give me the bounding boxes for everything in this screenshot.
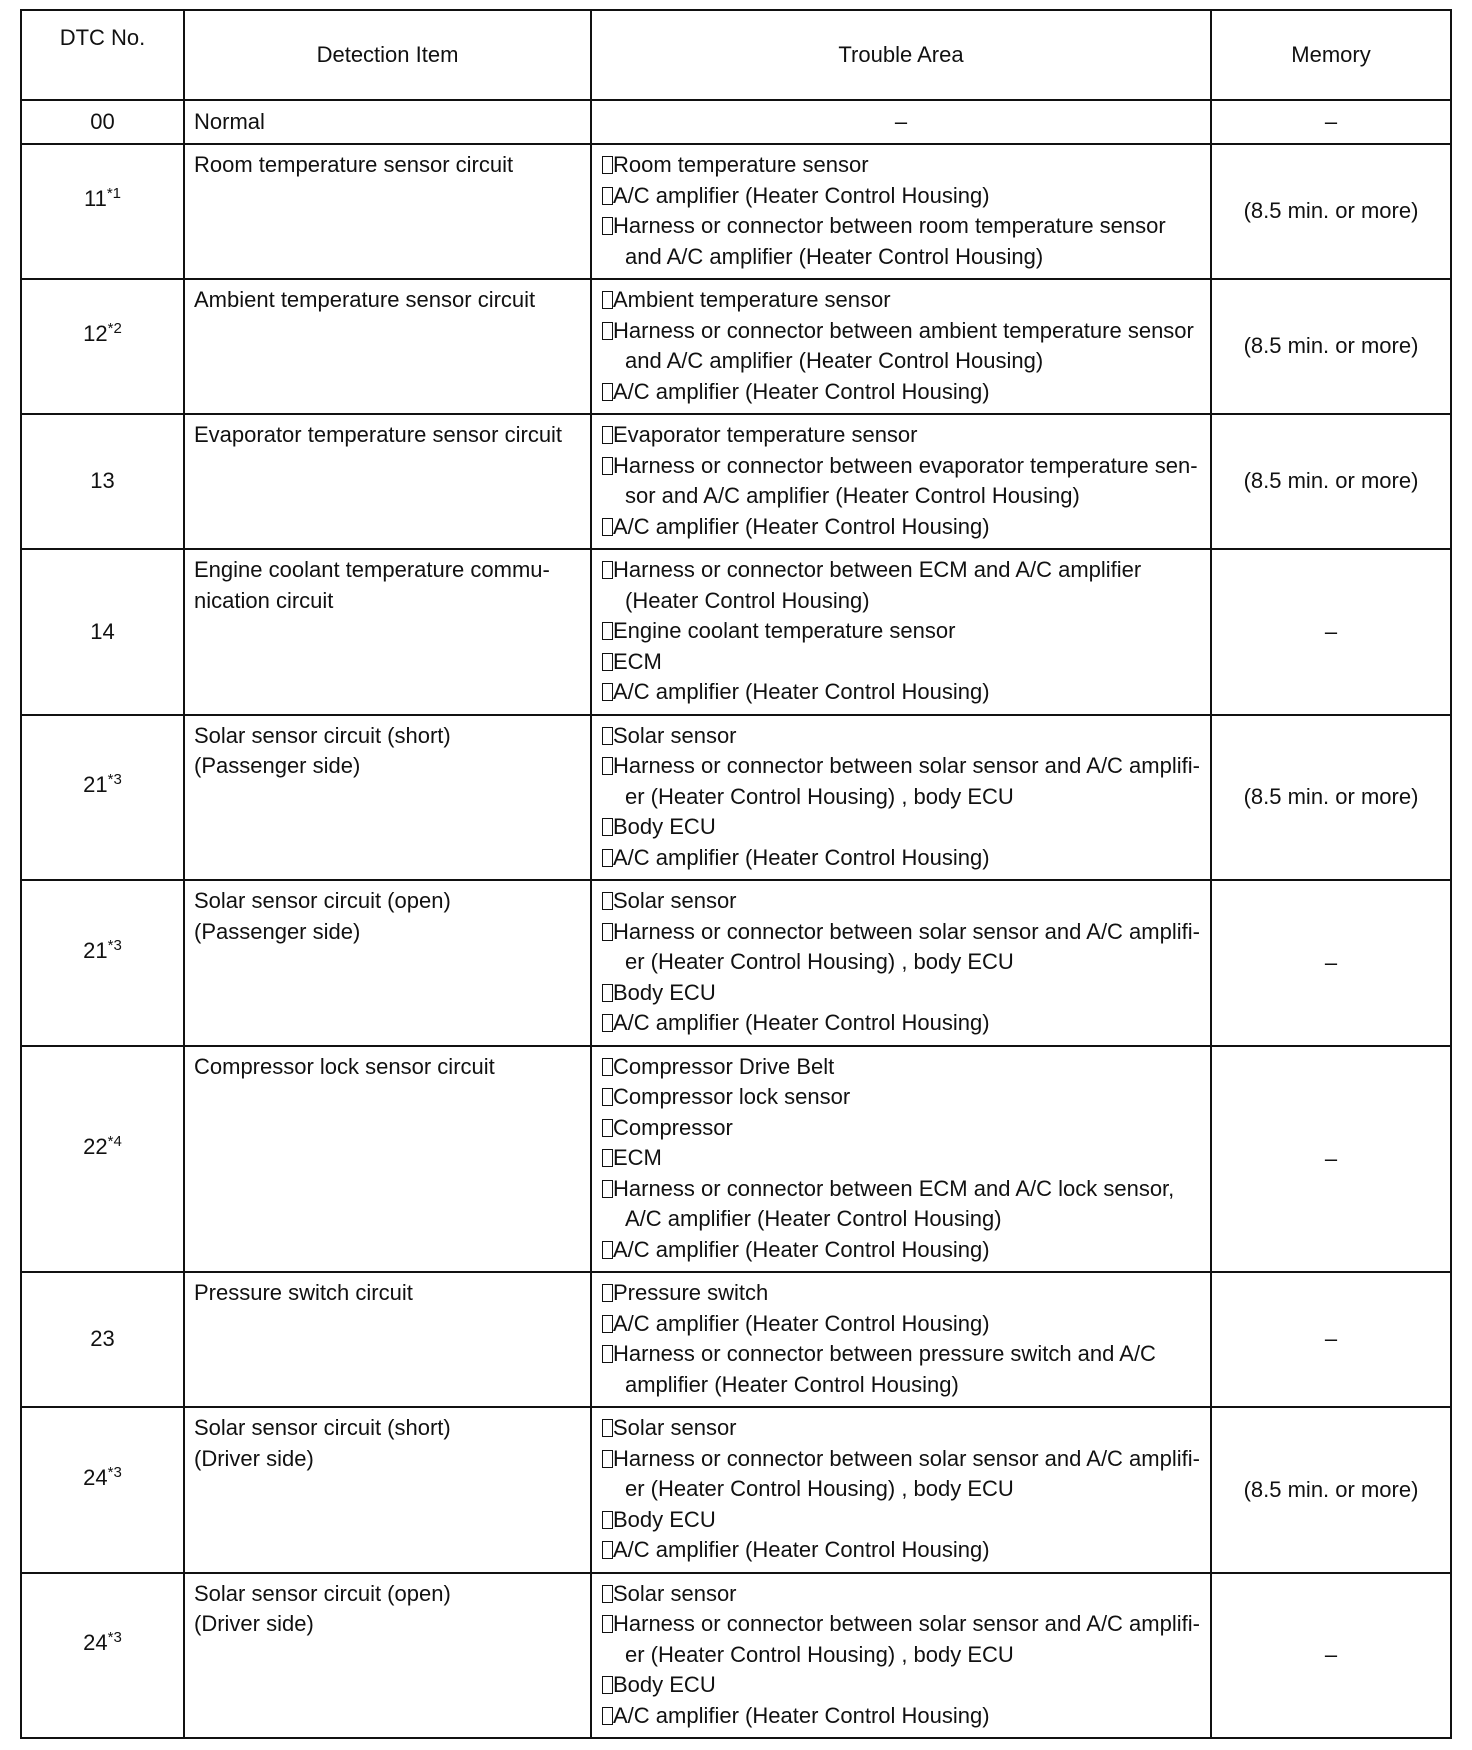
header-detection-item: Detection Item [184, 10, 591, 100]
table-row [21, 549, 1451, 715]
dtc-number-cell [21, 1046, 184, 1273]
trouble-area-item [602, 1413, 1200, 1444]
dtc-number-cell [21, 1407, 184, 1573]
detection-item-text: Normal [194, 109, 265, 135]
trouble-area-cell [591, 279, 1211, 414]
checkbox-square-icon [602, 1284, 613, 1302]
dtc-number [84, 184, 121, 215]
detection-item-text: Solar sensor circuit (short) [194, 722, 451, 748]
trouble-area-text: A/C amplifier (Heater Control Housing) [613, 1702, 990, 1728]
trouble-area-text: Body ECU [613, 814, 716, 839]
memory-cell [1211, 549, 1451, 715]
memory-value: (8.5 min. or more) [1243, 468, 1419, 494]
checkbox-square-icon [602, 683, 613, 701]
detection-item-text: Solar sensor circuit (open) [194, 1580, 451, 1606]
trouble-area-text: Body ECU [613, 979, 716, 1005]
trouble-area-item [602, 1535, 1200, 1566]
trouble-area-cell [591, 100, 1211, 144]
trouble-area-text: Room temperature sensor [613, 152, 869, 177]
trouble-area-text: Solar sensor [613, 888, 737, 913]
header-memory: Memory [1211, 10, 1451, 100]
checkbox-square-icon [602, 622, 613, 640]
trouble-area-text: sor and A/C amplifier (Heater Control Housing) [625, 483, 1080, 508]
trouble-area-text: Harness or connector between solar sensor and A/C amplifi- [613, 1445, 1200, 1471]
dtc-number-cell [21, 715, 184, 881]
detection-item-text: Pressure switch circuit [194, 1280, 413, 1305]
trouble-area-text: Harness or connector between pressure switch and A/C [613, 1341, 1156, 1366]
trouble-area-text: ECM [613, 1145, 662, 1170]
checkbox-square-icon [602, 1119, 613, 1137]
trouble-area-text: er (Heater Control Housing) , body ECU [625, 949, 1014, 974]
detection-item-cell [184, 1046, 591, 1273]
table-row [21, 414, 1451, 549]
trouble-area-item [602, 1701, 1200, 1732]
dtc-number [90, 466, 114, 497]
trouble-area-item [602, 843, 1200, 874]
trouble-area-item [602, 1444, 1200, 1505]
dtc-number-cell [21, 100, 184, 144]
dtc-code: 21 [83, 772, 108, 797]
dtc-number [83, 1463, 122, 1494]
trouble-area-item [602, 677, 1200, 708]
checkbox-square-icon [602, 1315, 613, 1333]
trouble-area-text: Body ECU [613, 1672, 716, 1697]
dtc-code: 21 [83, 937, 108, 963]
dtc-code: 13 [90, 468, 115, 494]
checkbox-square-icon [602, 1707, 613, 1725]
trouble-area-item [602, 616, 1200, 647]
trouble-area-text: Harness or connector between ECM and A/C amplifier [613, 557, 1142, 582]
dtc-footnote-mark: *3 [107, 1463, 122, 1481]
trouble-area-text: Body ECU [613, 1506, 716, 1532]
checkbox-square-icon [602, 1345, 613, 1363]
checkbox-square-icon [602, 1419, 613, 1437]
trouble-area-cell [591, 549, 1211, 715]
trouble-area-item [602, 1609, 1200, 1670]
checkbox-square-icon [602, 1241, 613, 1259]
dtc-code: 12 [83, 321, 108, 347]
checkbox-square-icon [602, 849, 613, 867]
trouble-area-item [602, 1174, 1200, 1235]
trouble-area-item [602, 721, 1200, 752]
detection-item-text: Evaporator temperature sensor circuit [194, 422, 563, 447]
checkbox-square-icon [602, 984, 613, 1002]
trouble-area-text: Ambient temperature sensor [613, 287, 891, 312]
memory-cell [1211, 144, 1451, 279]
trouble-area-item [602, 1143, 1200, 1174]
table-row [21, 279, 1451, 414]
trouble-area-item [602, 1052, 1200, 1083]
detection-item-cell [184, 414, 591, 549]
dtc-number [90, 617, 114, 648]
dtc-footnote-mark: *4 [107, 1132, 122, 1150]
dtc-number-cell [21, 549, 184, 715]
checkbox-square-icon [602, 653, 613, 671]
detection-item-cell [184, 549, 591, 715]
checkbox-square-icon [602, 1450, 613, 1468]
checkbox-square-icon [602, 518, 613, 536]
trouble-area-item [602, 647, 1200, 678]
dtc-code: 22 [83, 1133, 108, 1159]
checkbox-square-icon [602, 561, 613, 579]
memory-value: – [1324, 1326, 1338, 1352]
dtc-footnote-mark: *3 [107, 1628, 122, 1646]
detection-item-cell [184, 1407, 591, 1573]
trouble-area-text: Compressor Drive Belt [613, 1053, 835, 1079]
trouble-area-cell [591, 1573, 1211, 1739]
trouble-area-item [602, 1309, 1200, 1340]
trouble-area-item [602, 1579, 1200, 1610]
table-row [21, 1573, 1451, 1739]
trouble-area-text: ECM [613, 648, 662, 674]
memory-value: (8.5 min. or more) [1243, 784, 1419, 809]
table-row [21, 880, 1451, 1046]
trouble-area-item [602, 1082, 1200, 1113]
trouble-area-text: Harness or connector between ambient temperature sensor [613, 317, 1194, 343]
trouble-area-item [602, 555, 1200, 616]
trouble-area-item [602, 1339, 1200, 1400]
trouble-area-item [602, 917, 1200, 978]
memory-value: (8.5 min. or more) [1243, 1476, 1419, 1502]
dtc-footnote-mark: *1 [106, 185, 122, 202]
memory-value: – [1324, 1145, 1338, 1171]
trouble-area-text: A/C amplifier (Heater Control Housing) [613, 679, 990, 704]
trouble-area-text: and A/C amplifier (Heater Control Housing) [625, 348, 1044, 373]
detection-item-text: Compressor lock sensor circuit [194, 1053, 495, 1079]
header-dtc-no: DTC No. [21, 10, 184, 100]
checkbox-square-icon [602, 322, 613, 340]
trouble-area-cell [591, 715, 1211, 881]
trouble-area-text: and A/C amplifier (Heater Control Housing) [625, 243, 1044, 269]
trouble-area-text: Compressor [613, 1114, 733, 1140]
trouble-area-text: A/C amplifier (Heater Control Housing) [613, 1236, 990, 1262]
trouble-area-item [602, 1008, 1200, 1039]
trouble-area-text: Harness or connector between ECM and A/C lock sensor, [613, 1175, 1175, 1201]
dtc-table [20, 9, 1452, 1739]
memory-cell [1211, 1272, 1451, 1407]
checkbox-square-icon [602, 727, 613, 745]
detection-item-text: Solar sensor circuit (short) [194, 1415, 451, 1440]
memory-cell [1211, 880, 1451, 1046]
memory-value: – [1324, 109, 1338, 135]
detection-item-cell [184, 715, 591, 881]
memory-cell [1211, 414, 1451, 549]
dtc-number-cell [21, 414, 184, 549]
trouble-area-text: A/C amplifier (Heater Control Housing) [613, 1010, 990, 1035]
trouble-area-cell [591, 414, 1211, 549]
checkbox-square-icon [602, 818, 613, 836]
detection-item-text: Room temperature sensor circuit [194, 152, 514, 177]
table-row [21, 715, 1451, 881]
trouble-area-text: A/C amplifier (Heater Control Housing) [613, 844, 990, 870]
memory-value: – [1324, 618, 1338, 644]
dtc-number [83, 319, 122, 350]
trouble-area-text: A/C amplifier (Heater Control Housing) [613, 1310, 990, 1336]
trouble-area-item [602, 751, 1200, 812]
trouble-area-text: Solar sensor [613, 722, 737, 748]
detection-item-cell [184, 100, 591, 144]
memory-cell [1211, 1407, 1451, 1573]
detection-item-cell [184, 279, 591, 414]
header-trouble-area: Trouble Area [591, 10, 1211, 100]
detection-item-text: (Passenger side) [194, 753, 361, 778]
detection-item-text: Engine coolant temperature commu- [194, 557, 550, 582]
trouble-area-text: Solar sensor [613, 1415, 737, 1440]
trouble-area-text: amplifier (Heater Control Housing) [625, 1371, 959, 1397]
trouble-area-item [602, 150, 1200, 181]
trouble-area-item [602, 451, 1200, 512]
checkbox-square-icon [602, 156, 613, 174]
detection-item-text: (Driver side) [194, 1445, 314, 1471]
table-body [21, 100, 1451, 1738]
trouble-area-empty: – [894, 109, 908, 135]
dtc-footnote-mark: *2 [107, 320, 122, 337]
trouble-area-text: A/C amplifier (Heater Control Housing) [613, 182, 990, 208]
memory-value: – [1324, 1642, 1338, 1667]
dtc-number-cell [21, 144, 184, 279]
table-row [21, 100, 1451, 144]
memory-value: (8.5 min. or more) [1243, 333, 1419, 359]
checkbox-square-icon [602, 892, 613, 910]
trouble-area-text: Harness or connector between room temperature sensor [613, 213, 1166, 238]
trouble-area-item [602, 377, 1200, 408]
trouble-area-text: Compressor lock sensor [613, 1084, 851, 1109]
dtc-number-cell [21, 279, 184, 414]
detection-item-text: nication circuit [194, 587, 334, 613]
table-row [21, 1272, 1451, 1407]
dtc-code: 14 [90, 618, 115, 644]
table-row [21, 144, 1451, 279]
checkbox-square-icon [602, 1058, 613, 1076]
checkbox-square-icon [602, 457, 613, 475]
trouble-area-text: Harness or connector between solar sensor and A/C amplifi- [613, 1611, 1200, 1636]
dtc-number [90, 107, 114, 138]
trouble-area-item [602, 181, 1200, 212]
checkbox-square-icon [602, 1180, 613, 1198]
checkbox-square-icon [602, 1541, 613, 1559]
checkbox-square-icon [602, 426, 613, 444]
memory-cell [1211, 1573, 1451, 1739]
trouble-area-item [602, 1505, 1200, 1536]
trouble-area-text: Pressure switch [613, 1280, 769, 1305]
checkbox-square-icon [602, 1585, 613, 1603]
detection-item-text: Ambient temperature sensor circuit [194, 287, 536, 312]
memory-cell [1211, 1046, 1451, 1273]
checkbox-square-icon [602, 383, 613, 401]
trouble-area-cell [591, 1046, 1211, 1273]
detection-item-text: Solar sensor circuit (open) [194, 888, 451, 913]
trouble-area-text: er (Heater Control Housing) , body ECU [625, 1641, 1014, 1667]
trouble-area-text: Harness or connector between evaporator temperature sen- [613, 452, 1198, 478]
trouble-area-item [602, 978, 1200, 1009]
trouble-area-item [602, 812, 1200, 843]
checkbox-square-icon [602, 1088, 613, 1106]
trouble-area-item [602, 1113, 1200, 1144]
checkbox-square-icon [602, 923, 613, 941]
trouble-area-text: Harness or connector between solar sensor and A/C amplifi- [613, 753, 1200, 778]
trouble-area-text: A/C amplifier (Heater Control Housing) [613, 1537, 990, 1562]
trouble-area-item [602, 886, 1200, 917]
dtc-number [83, 770, 122, 801]
checkbox-square-icon [602, 757, 613, 775]
dtc-code: 24 [83, 1464, 108, 1490]
trouble-area-text: A/C amplifier (Heater Control Housing) [613, 513, 990, 539]
dtc-number-cell [21, 880, 184, 1046]
memory-cell [1211, 100, 1451, 144]
checkbox-square-icon [602, 1149, 613, 1167]
dtc-number [83, 1132, 122, 1163]
detection-item-text: (Passenger side) [194, 918, 361, 944]
checkbox-square-icon [602, 1511, 613, 1529]
dtc-code: 11 [83, 186, 107, 212]
detection-item-text: (Driver side) [194, 1611, 314, 1636]
memory-value: – [1324, 949, 1338, 975]
dtc-number [83, 1628, 122, 1659]
table-row [21, 1407, 1451, 1573]
trouble-area-cell [591, 144, 1211, 279]
trouble-area-text: Engine coolant temperature sensor [613, 618, 956, 643]
trouble-area-item [602, 211, 1200, 272]
trouble-area-text: (Heater Control Housing) [625, 587, 870, 613]
trouble-area-item [602, 285, 1200, 316]
detection-item-cell [184, 1573, 591, 1739]
dtc-number [90, 1324, 114, 1355]
trouble-area-text: Evaporator temperature sensor [613, 422, 918, 447]
trouble-area-item [602, 420, 1200, 451]
trouble-area-item [602, 1278, 1200, 1309]
memory-cell [1211, 715, 1451, 881]
table-header-row [21, 10, 1451, 100]
dtc-number [83, 936, 122, 967]
dtc-footnote-mark: *3 [107, 770, 122, 788]
trouble-area-text: er (Heater Control Housing) , body ECU [625, 783, 1014, 809]
trouble-area-item [602, 512, 1200, 543]
checkbox-square-icon [602, 217, 613, 235]
dtc-number-cell [21, 1272, 184, 1407]
trouble-area-text: er (Heater Control Housing) , body ECU [625, 1476, 1014, 1501]
detection-item-cell [184, 880, 591, 1046]
trouble-area-text: A/C amplifier (Heater Control Housing) [625, 1206, 1002, 1231]
trouble-area-cell [591, 1272, 1211, 1407]
detection-item-cell [184, 144, 591, 279]
trouble-area-text: Harness or connector between solar sensor and A/C amplifi- [613, 918, 1200, 944]
trouble-area-text: A/C amplifier (Heater Control Housing) [613, 378, 990, 404]
trouble-area-item [602, 1670, 1200, 1701]
dtc-code: 23 [90, 1326, 115, 1352]
checkbox-square-icon [602, 1615, 613, 1633]
trouble-area-item [602, 316, 1200, 377]
memory-cell [1211, 279, 1451, 414]
dtc-code: 24 [83, 1630, 108, 1655]
trouble-area-item [602, 1235, 1200, 1266]
checkbox-square-icon [602, 187, 613, 205]
table-row [21, 1046, 1451, 1273]
checkbox-square-icon [602, 1676, 613, 1694]
dtc-number-cell [21, 1573, 184, 1739]
trouble-area-cell [591, 1407, 1211, 1573]
trouble-area-cell [591, 880, 1211, 1046]
dtc-footnote-mark: *3 [107, 936, 122, 954]
detection-item-cell [184, 1272, 591, 1407]
memory-value: (8.5 min. or more) [1243, 198, 1419, 224]
dtc-code: 00 [90, 109, 115, 135]
checkbox-square-icon [602, 291, 613, 309]
trouble-area-text: Solar sensor [613, 1580, 737, 1606]
checkbox-square-icon [602, 1014, 613, 1032]
